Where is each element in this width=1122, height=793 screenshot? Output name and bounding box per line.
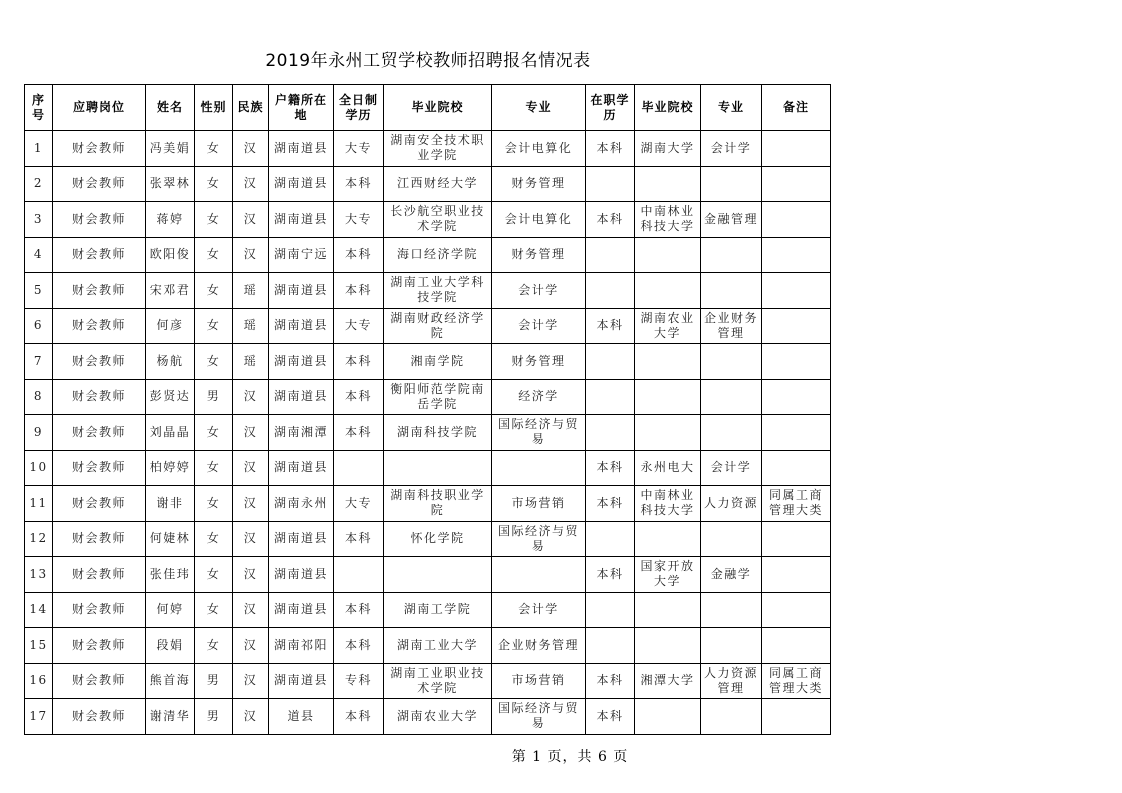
- cell-col-fulltime-degree: 本科: [334, 379, 384, 415]
- cell-col-fulltime-degree: 本科: [334, 237, 384, 273]
- cell-col-gender: 女: [195, 557, 233, 593]
- cell-col-name: 谢非: [146, 486, 195, 522]
- cell-col-inservice-major: 金融学: [701, 557, 762, 593]
- cell-col-inservice-school: [635, 415, 701, 451]
- cell-col-inservice-school: [635, 237, 701, 273]
- cell-col-remarks: [762, 131, 831, 167]
- cell-col-ethnicity: 汉: [233, 521, 269, 557]
- cell-col-position: 财会教师: [53, 202, 146, 238]
- cell-col-fulltime-major: 财务管理: [492, 344, 586, 380]
- cell-col-inservice-major: [701, 344, 762, 380]
- cell-col-inservice-major: [701, 415, 762, 451]
- cell-col-index: 14: [25, 592, 53, 628]
- cell-col-fulltime-school: 江西财经大学: [384, 166, 492, 202]
- cell-col-inservice-school: [635, 273, 701, 309]
- cell-col-ethnicity: 汉: [233, 131, 269, 167]
- cell-col-inservice-major: [701, 628, 762, 664]
- cell-col-gender: 女: [195, 131, 233, 167]
- cell-col-name: 张佳玮: [146, 557, 195, 593]
- cell-col-fulltime-degree: 专科: [334, 663, 384, 699]
- cell-col-ethnicity: 瑶: [233, 273, 269, 309]
- header-col-ethnicity: 民族: [233, 85, 269, 131]
- cell-col-inservice-degree: [586, 237, 635, 273]
- cell-col-fulltime-school: 湖南科技职业学院: [384, 486, 492, 522]
- cell-col-inservice-degree: [586, 592, 635, 628]
- cell-col-ethnicity: 汉: [233, 415, 269, 451]
- cell-col-index: 7: [25, 344, 53, 380]
- cell-col-fulltime-major: 财务管理: [492, 237, 586, 273]
- cell-col-domicile: 湖南道县: [269, 308, 334, 344]
- cell-col-inservice-degree: [586, 628, 635, 664]
- cell-col-inservice-major: [701, 237, 762, 273]
- cell-col-index: 16: [25, 663, 53, 699]
- cell-col-index: 15: [25, 628, 53, 664]
- cell-col-inservice-school: 湖南农业大学: [635, 308, 701, 344]
- cell-col-fulltime-school: 湖南工业职业技术学院: [384, 663, 492, 699]
- cell-col-fulltime-school: [384, 557, 492, 593]
- cell-col-fulltime-school: 长沙航空职业技术学院: [384, 202, 492, 238]
- cell-col-remarks: [762, 344, 831, 380]
- cell-col-fulltime-degree: 本科: [334, 628, 384, 664]
- cell-col-fulltime-major: 国际经济与贸易: [492, 521, 586, 557]
- cell-col-fulltime-school: 湖南工学院: [384, 592, 492, 628]
- cell-col-name: 宋邓君: [146, 273, 195, 309]
- cell-col-inservice-degree: [586, 344, 635, 380]
- cell-col-ethnicity: 汉: [233, 379, 269, 415]
- cell-col-fulltime-major: 经济学: [492, 379, 586, 415]
- cell-col-position: 财会教师: [53, 308, 146, 344]
- cell-col-gender: 女: [195, 273, 233, 309]
- cell-col-gender: 男: [195, 379, 233, 415]
- cell-col-remarks: [762, 273, 831, 309]
- cell-col-inservice-major: 会计学: [701, 131, 762, 167]
- header-col-fulltime-major: 专业: [492, 85, 586, 131]
- cell-col-position: 财会教师: [53, 131, 146, 167]
- cell-col-inservice-major: 人力资源: [701, 486, 762, 522]
- cell-col-fulltime-major: [492, 557, 586, 593]
- cell-col-ethnicity: 汉: [233, 202, 269, 238]
- cell-col-domicile: 湖南道县: [269, 273, 334, 309]
- cell-col-fulltime-major: 市场营销: [492, 663, 586, 699]
- cell-col-fulltime-major: 会计学: [492, 308, 586, 344]
- cell-col-ethnicity: 瑶: [233, 344, 269, 380]
- cell-col-fulltime-degree: 本科: [334, 166, 384, 202]
- cell-col-remarks: [762, 450, 831, 486]
- cell-col-ethnicity: 汉: [233, 237, 269, 273]
- table-row: [25, 663, 831, 699]
- cell-col-position: 财会教师: [53, 628, 146, 664]
- cell-col-inservice-major: [701, 166, 762, 202]
- table-row: [25, 521, 831, 557]
- cell-col-fulltime-degree: 本科: [334, 521, 384, 557]
- cell-col-inservice-major: [701, 379, 762, 415]
- cell-col-remarks: [762, 379, 831, 415]
- cell-col-name: 张翠林: [146, 166, 195, 202]
- cell-col-fulltime-degree: 大专: [334, 131, 384, 167]
- cell-col-name: 欧阳俊: [146, 237, 195, 273]
- table-row: [25, 344, 831, 380]
- cell-col-fulltime-major: [492, 450, 586, 486]
- cell-col-fulltime-major: 会计学: [492, 592, 586, 628]
- cell-col-fulltime-major: 会计电算化: [492, 131, 586, 167]
- cell-col-name: 冯美娟: [146, 131, 195, 167]
- header-col-remarks: 备注: [762, 85, 831, 131]
- cell-col-index: 3: [25, 202, 53, 238]
- cell-col-domicile: 湖南道县: [269, 379, 334, 415]
- cell-col-remarks: [762, 202, 831, 238]
- cell-col-remarks: [762, 628, 831, 664]
- cell-col-remarks: [762, 308, 831, 344]
- cell-col-fulltime-major: 会计电算化: [492, 202, 586, 238]
- cell-col-fulltime-degree: 大专: [334, 202, 384, 238]
- cell-col-fulltime-degree: 本科: [334, 273, 384, 309]
- cell-col-index: 4: [25, 237, 53, 273]
- cell-col-position: 财会教师: [53, 450, 146, 486]
- cell-col-name: 刘晶晶: [146, 415, 195, 451]
- table-row: [25, 166, 831, 202]
- cell-col-inservice-school: [635, 166, 701, 202]
- cell-col-fulltime-degree: 大专: [334, 308, 384, 344]
- header-col-domicile: 户籍所在地: [269, 85, 334, 131]
- cell-col-name: 谢清华: [146, 699, 195, 735]
- cell-col-gender: 女: [195, 237, 233, 273]
- cell-col-inservice-major: 企业财务管理: [701, 308, 762, 344]
- cell-col-inservice-school: [635, 699, 701, 735]
- header-col-index: 序号: [25, 85, 53, 131]
- cell-col-ethnicity: 汉: [233, 592, 269, 628]
- cell-col-ethnicity: 汉: [233, 166, 269, 202]
- cell-col-fulltime-major: 国际经济与贸易: [492, 699, 586, 735]
- cell-col-domicile: 湖南道县: [269, 202, 334, 238]
- cell-col-fulltime-degree: 本科: [334, 592, 384, 628]
- cell-col-inservice-major: [701, 592, 762, 628]
- page-title: 2019年永州工贸学校教师招聘报名情况表: [265, 51, 591, 71]
- table-row: [25, 237, 831, 273]
- cell-col-gender: 女: [195, 308, 233, 344]
- cell-col-domicile: 湖南道县: [269, 592, 334, 628]
- cell-col-remarks: [762, 699, 831, 735]
- cell-col-inservice-degree: 本科: [586, 699, 635, 735]
- cell-col-ethnicity: 汉: [233, 628, 269, 664]
- header-col-inservice-school: 毕业院校: [635, 85, 701, 131]
- cell-col-inservice-major: [701, 699, 762, 735]
- cell-col-ethnicity: 汉: [233, 486, 269, 522]
- cell-col-name: 彭贤达: [146, 379, 195, 415]
- cell-col-position: 财会教师: [53, 592, 146, 628]
- cell-col-index: 8: [25, 379, 53, 415]
- cell-col-ethnicity: 瑶: [233, 308, 269, 344]
- cell-col-inservice-degree: [586, 521, 635, 557]
- table-row: [25, 308, 831, 344]
- cell-col-inservice-degree: 本科: [586, 308, 635, 344]
- cell-col-inservice-school: [635, 521, 701, 557]
- cell-col-gender: 女: [195, 486, 233, 522]
- table-row: [25, 450, 831, 486]
- cell-col-index: 6: [25, 308, 53, 344]
- cell-col-gender: 女: [195, 415, 233, 451]
- cell-col-name: 何彦: [146, 308, 195, 344]
- cell-col-name: 何婷: [146, 592, 195, 628]
- cell-col-inservice-degree: [586, 166, 635, 202]
- cell-col-position: 财会教师: [53, 486, 146, 522]
- cell-col-inservice-major: 人力资源管理: [701, 663, 762, 699]
- cell-col-remarks: 同属工商管理大类: [762, 663, 831, 699]
- cell-col-fulltime-school: 怀化学院: [384, 521, 492, 557]
- cell-col-fulltime-school: 海口经济学院: [384, 237, 492, 273]
- cell-col-fulltime-degree: [334, 450, 384, 486]
- cell-col-domicile: 湖南道县: [269, 521, 334, 557]
- cell-col-inservice-degree: 本科: [586, 202, 635, 238]
- cell-col-fulltime-school: 湖南安全技术职业学院: [384, 131, 492, 167]
- cell-col-index: 9: [25, 415, 53, 451]
- cell-col-name: 蒋婷: [146, 202, 195, 238]
- cell-col-inservice-major: [701, 521, 762, 557]
- cell-col-position: 财会教师: [53, 379, 146, 415]
- cell-col-ethnicity: 汉: [233, 450, 269, 486]
- cell-col-inservice-school: 湘潭大学: [635, 663, 701, 699]
- cell-col-remarks: [762, 237, 831, 273]
- cell-col-index: 10: [25, 450, 53, 486]
- cell-col-fulltime-school: 湖南农业大学: [384, 699, 492, 735]
- cell-col-inservice-school: 中南林业科技大学: [635, 486, 701, 522]
- cell-col-ethnicity: 汉: [233, 557, 269, 593]
- cell-col-gender: 女: [195, 202, 233, 238]
- table-row: [25, 273, 831, 309]
- cell-col-ethnicity: 汉: [233, 663, 269, 699]
- cell-col-inservice-school: [635, 379, 701, 415]
- cell-col-position: 财会教师: [53, 521, 146, 557]
- cell-col-gender: 男: [195, 663, 233, 699]
- cell-col-name: 杨航: [146, 344, 195, 380]
- cell-col-inservice-school: 永州电大: [635, 450, 701, 486]
- cell-col-index: 17: [25, 699, 53, 735]
- cell-col-gender: 女: [195, 450, 233, 486]
- cell-col-gender: 女: [195, 592, 233, 628]
- table-row: [25, 202, 831, 238]
- cell-col-fulltime-major: 市场营销: [492, 486, 586, 522]
- cell-col-fulltime-school: 湘南学院: [384, 344, 492, 380]
- cell-col-index: 2: [25, 166, 53, 202]
- cell-col-index: 12: [25, 521, 53, 557]
- cell-col-inservice-degree: [586, 379, 635, 415]
- cell-col-domicile: 湖南湘潭: [269, 415, 334, 451]
- cell-col-fulltime-school: 湖南科技学院: [384, 415, 492, 451]
- header-col-fulltime-school: 毕业院校: [384, 85, 492, 131]
- cell-col-fulltime-school: [384, 450, 492, 486]
- cell-col-remarks: [762, 557, 831, 593]
- cell-col-fulltime-school: 湖南工业大学: [384, 628, 492, 664]
- cell-col-inservice-degree: 本科: [586, 486, 635, 522]
- cell-col-position: 财会教师: [53, 237, 146, 273]
- cell-col-remarks: [762, 166, 831, 202]
- cell-col-name: 段娟: [146, 628, 195, 664]
- cell-col-gender: 女: [195, 344, 233, 380]
- cell-col-remarks: [762, 415, 831, 451]
- page-footer: 第 1 页，共 6 页: [511, 749, 629, 765]
- cell-col-name: 何婕林: [146, 521, 195, 557]
- cell-col-remarks: [762, 521, 831, 557]
- header-col-inservice-major: 专业: [701, 85, 762, 131]
- cell-col-fulltime-degree: [334, 557, 384, 593]
- header-col-gender: 性别: [195, 85, 233, 131]
- table-row: [25, 379, 831, 415]
- cell-col-fulltime-major: 财务管理: [492, 166, 586, 202]
- table-row: [25, 486, 831, 522]
- cell-col-inservice-school: [635, 628, 701, 664]
- cell-col-position: 财会教师: [53, 166, 146, 202]
- cell-col-inservice-school: 湖南大学: [635, 131, 701, 167]
- table-body: [25, 131, 831, 735]
- cell-col-remarks: 同属工商管理大类: [762, 486, 831, 522]
- cell-col-position: 财会教师: [53, 344, 146, 380]
- cell-col-position: 财会教师: [53, 699, 146, 735]
- cell-col-position: 财会教师: [53, 273, 146, 309]
- cell-col-index: 5: [25, 273, 53, 309]
- header-row: [25, 85, 831, 131]
- cell-col-fulltime-degree: 本科: [334, 699, 384, 735]
- cell-col-fulltime-school: 衡阳师范学院南岳学院: [384, 379, 492, 415]
- cell-col-inservice-degree: 本科: [586, 450, 635, 486]
- cell-col-domicile: 湖南道县: [269, 450, 334, 486]
- cell-col-index: 11: [25, 486, 53, 522]
- cell-col-name: 熊首海: [146, 663, 195, 699]
- cell-col-domicile: 湖南永州: [269, 486, 334, 522]
- cell-col-fulltime-major: 企业财务管理: [492, 628, 586, 664]
- cell-col-inservice-degree: 本科: [586, 131, 635, 167]
- cell-col-inservice-school: [635, 344, 701, 380]
- cell-col-inservice-degree: 本科: [586, 557, 635, 593]
- cell-col-domicile: 湖南道县: [269, 344, 334, 380]
- cell-col-domicile: 湖南宁远: [269, 237, 334, 273]
- cell-col-inservice-degree: [586, 415, 635, 451]
- cell-col-domicile: 湖南道县: [269, 131, 334, 167]
- cell-col-inservice-school: 中南林业科技大学: [635, 202, 701, 238]
- cell-col-gender: 女: [195, 521, 233, 557]
- table-row: [25, 131, 831, 167]
- cell-col-domicile: 湖南祁阳: [269, 628, 334, 664]
- cell-col-remarks: [762, 592, 831, 628]
- header-col-position: 应聘岗位: [53, 85, 146, 131]
- table-row: [25, 415, 831, 451]
- cell-col-gender: 女: [195, 628, 233, 664]
- cell-col-fulltime-major: 国际经济与贸易: [492, 415, 586, 451]
- cell-col-name: 柏婷婷: [146, 450, 195, 486]
- header-col-fulltime-degree: 全日制学历: [334, 85, 384, 131]
- cell-col-domicile: 湖南道县: [269, 663, 334, 699]
- table-row: [25, 699, 831, 735]
- cell-col-index: 1: [25, 131, 53, 167]
- cell-col-domicile: 湖南道县: [269, 557, 334, 593]
- cell-col-inservice-school: [635, 592, 701, 628]
- cell-col-gender: 男: [195, 699, 233, 735]
- applicant-table: [24, 84, 831, 735]
- cell-col-position: 财会教师: [53, 663, 146, 699]
- cell-col-position: 财会教师: [53, 557, 146, 593]
- table-row: [25, 557, 831, 593]
- cell-col-inservice-major: 金融管理: [701, 202, 762, 238]
- cell-col-fulltime-degree: 大专: [334, 486, 384, 522]
- cell-col-inservice-school: 国家开放大学: [635, 557, 701, 593]
- cell-col-inservice-major: [701, 273, 762, 309]
- cell-col-index: 13: [25, 557, 53, 593]
- cell-col-domicile: 湖南道县: [269, 166, 334, 202]
- cell-col-fulltime-major: 会计学: [492, 273, 586, 309]
- cell-col-inservice-major: 会计学: [701, 450, 762, 486]
- cell-col-position: 财会教师: [53, 415, 146, 451]
- cell-col-ethnicity: 汉: [233, 699, 269, 735]
- cell-col-domicile: 道县: [269, 699, 334, 735]
- cell-col-fulltime-degree: 本科: [334, 344, 384, 380]
- cell-col-inservice-degree: 本科: [586, 663, 635, 699]
- cell-col-gender: 女: [195, 166, 233, 202]
- cell-col-fulltime-school: 湖南工业大学科技学院: [384, 273, 492, 309]
- header-col-name: 姓名: [146, 85, 195, 131]
- table-row: [25, 592, 831, 628]
- cell-col-inservice-degree: [586, 273, 635, 309]
- header-col-inservice-degree: 在职学历: [586, 85, 635, 131]
- table-row: [25, 628, 831, 664]
- cell-col-fulltime-degree: 本科: [334, 415, 384, 451]
- cell-col-fulltime-school: 湖南财政经济学院: [384, 308, 492, 344]
